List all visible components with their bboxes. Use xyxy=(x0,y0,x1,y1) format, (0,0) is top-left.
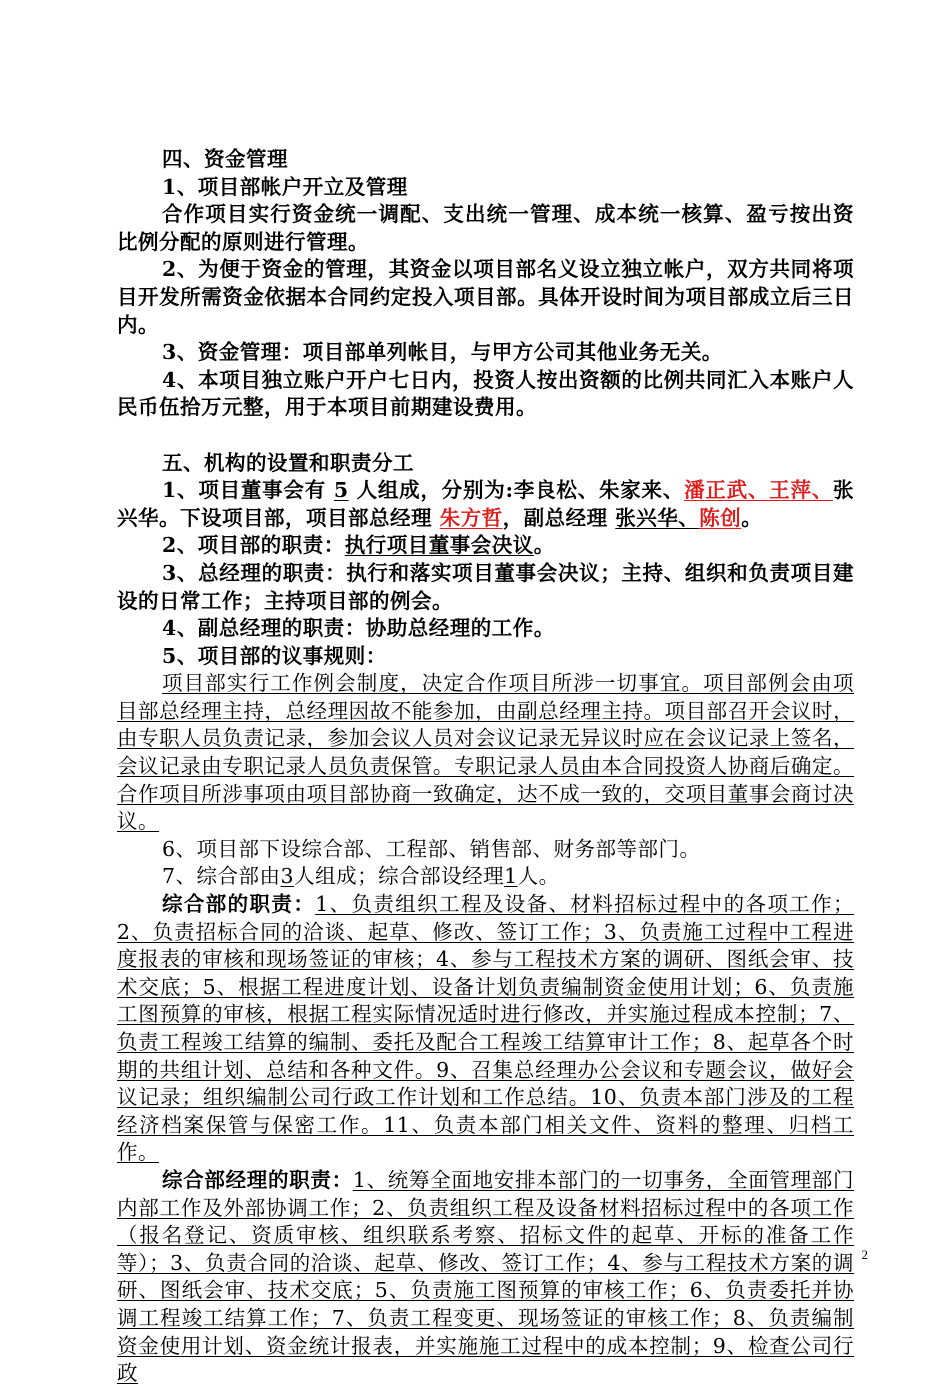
section5-item4: 4、副总经理的职责：协助总经理的工作。 xyxy=(162,616,555,641)
document-page xyxy=(117,146,854,1388)
section4-item3: 3、资金管理：项目部单列帐目，与甲方公司其他业务无关。 xyxy=(162,340,723,365)
section5-item5: 5、项目部的议事规则： xyxy=(162,643,387,668)
dept-duties-text: 1、负责组织工程及设备、材料招标过程中的各项工作；2、负责招标合同的洽谈、起草、修改、签订工作；3、负责施工过程中工程进度报表的审核和现场签证的审核；4、参与工程技术方案的调研、图纸会审、技术交底；5、根据工程进度计划、设备计划负责编制资金使用计划；6、负责施工图预算的审核，根据工程实际情况适时进行修改，并实施过程成本控制；7、负责工程竣工结算的编制、委托及配合工程竣工结算审计工作；8、起草各个时期的共组计划、总结和各种文件。9、召集总经理办公会议和专题会议，做好会议记录；组织编制公司行政工作计划和工作总结。10、负责本部门涉及的工程经济档案保管与保密工作。11、负责本部门相关文件、资料的整理、归档工作。 xyxy=(117,892,854,1165)
board-after: 。下设项目部，项目部总经理 xyxy=(159,505,440,530)
item2-end: 。 xyxy=(533,533,555,558)
board-mid: 人组成，分别为: xyxy=(348,478,514,503)
item7-count: 3 xyxy=(280,864,295,889)
item7-manager-count: 1 xyxy=(504,864,518,889)
section5-item7 xyxy=(117,863,854,891)
section5-item1 xyxy=(117,477,854,532)
board-after2: ，副总经理 xyxy=(502,505,616,530)
item7-c: 人。 xyxy=(517,864,560,889)
meeting-rules: 项目部实行工作例会制度，决定合作项目所涉一切事宜。项目部例会由项目部总经理主持，总经理因故不能参加，由副总经理主持。项目部召开会议时，由专职人员负责记录，参加会议人员对会议记录无异议时应在会议记录上签名，会议记录由专职记录人员负责保管。专职记录人员由本合同投资人协商后确定。合作项目所涉事项由项目部协商一致确定，达不成一致的，交项目董事会商讨决议。 xyxy=(117,671,854,834)
page-number: 2 xyxy=(861,1247,868,1262)
section5-item3: 3、总经理的职责：执行和落实项目董事会决议；主持、组织和负责项目建设的日常工作；主持项目部的例会。 xyxy=(117,560,854,613)
general-manager-name: 朱方哲 xyxy=(439,505,503,530)
board-count: 5 xyxy=(333,478,349,503)
item7-b: 人组成；综合部设经理 xyxy=(294,864,505,889)
manager-duties-label: 综合部经理的职责： xyxy=(162,1167,353,1192)
section4-heading: 四、资金管理 xyxy=(162,147,288,171)
manager-duties-text: 1、统筹全面地安排本部门的一切事务，全面管理部门内部工作及外部协调工作；2、负责组织工程及设备材料招标过程中的各项工作（报名登记、资质审核、组织联系考察、招标文件的起草、开标的准备工作等）；3、负责合同的洽谈、起草、修改、签订工作；4、参与工程技术方案的调研、图纸会审、技术交底；5、负责施工图预算的审核工作；6、负责委托并协调工程竣工结算工作；7、负责工程变更、现场签证的审核工作；8、负责编制资金使用计划、资金统计报表，并实施施工过程中的成本控制；9、检查公司行政 xyxy=(117,1167,855,1386)
board-end: 。 xyxy=(741,505,763,530)
manager-duties xyxy=(117,1167,854,1388)
section4-sub1: 1、项目部帐户开立及管理 xyxy=(162,174,408,199)
section4-item2: 2、为便于资金的管理，其资金以项目部名义设立独立帐户，双方共同将项目开发所需资金依据本合同约定投入项目部。具体开设时间为项目部成立后三日内。 xyxy=(117,257,854,337)
board-prefix: 1、项目董事会有 xyxy=(162,478,334,503)
item2-prefix: 2、项目部的职责： xyxy=(162,533,345,558)
board-names: 李良松、朱家来、 xyxy=(513,478,685,503)
section4-item4: 4、本项目独立账户开户七日内，投资人按出资额的比例共同汇入本账户人民币伍拾万元整，用于本项目前期建设费用。 xyxy=(117,367,854,420)
dept-duties-label: 综合部的职责： xyxy=(162,892,316,917)
item7-a: 7、综合部由 xyxy=(162,864,281,889)
board-names-highlight: 潘正武、王萍、 xyxy=(684,478,833,503)
dept-duties xyxy=(117,891,854,1167)
deputy-manager-name: 张兴华、 xyxy=(615,505,700,530)
section5-item6: 6、项目部下设综合部、工程部、销售部、财务部等部门。 xyxy=(162,836,701,861)
section5-heading: 五、机构的设置和职责分工 xyxy=(162,450,414,475)
section4-para1: 合作项目实行资金统一调配、支出统一管理、成本统一核算、盈亏按出资比例分配的原则进行管理。 xyxy=(117,202,854,254)
board-names-tail: 张兴华 xyxy=(117,478,854,530)
deputy-manager-name-highlight: 陈创 xyxy=(699,505,742,530)
spacer xyxy=(117,422,854,450)
item2-text: 执行项目董事会决议 xyxy=(344,533,534,558)
section5-item2 xyxy=(117,532,854,560)
